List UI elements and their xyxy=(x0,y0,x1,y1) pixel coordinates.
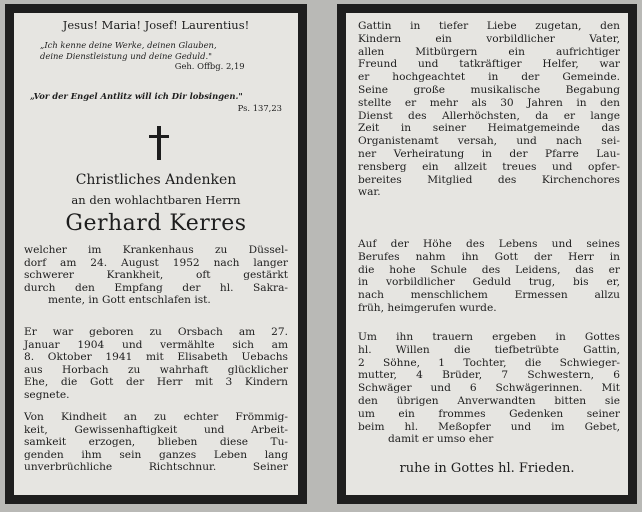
text-line: rensberg ein allzeit treues und opfer- xyxy=(358,160,620,173)
scripture-quote-2: „Vor der Engel Antlitz will ich Dir lobsingen." xyxy=(30,91,243,101)
text-line: in vorbildlicher Geduld trug, bis er, xyxy=(358,276,620,289)
text-line: beim hl. Meßopfer und im Gebet, xyxy=(358,420,620,433)
text-line: Schwäger und 6 Schwägerinnen. Mit xyxy=(358,382,620,395)
text-line: ner Verheiratung in der Pfarre Lau- xyxy=(358,147,620,160)
text-line: Ehe, die Gott der Herr mit 3 Kindern xyxy=(24,376,288,389)
paragraph-mourners xyxy=(358,331,620,446)
text-line: damit er umso eher xyxy=(388,433,494,446)
text-line: stellte er mehr als 30 Jahren in den xyxy=(358,96,620,109)
text-line: Er war geboren zu Orsbach am 27. xyxy=(24,326,288,338)
text-line: Januar 1904 und vermählte sich am xyxy=(24,338,288,351)
text-line: Von Kindheit an zu echter Frömmig- xyxy=(24,411,288,423)
paragraph-illness xyxy=(358,238,620,315)
text-line: Berufes nahm ihn Gott der Herr in xyxy=(358,250,620,263)
text-line: Zeit in seiner Heimatgemeinde das xyxy=(358,122,620,135)
invocation-line: Jesus! Maria! Josef! Laurentius! xyxy=(62,18,250,32)
paragraph-life xyxy=(358,20,620,199)
text-line: dorf am 24. August 1952 nach langer xyxy=(24,256,288,269)
text-line: den übrigen Anverwandten bitten sie xyxy=(358,394,620,407)
text-line: genden ihm sein ganzes Leben lang xyxy=(24,448,288,461)
paragraph-birth xyxy=(24,326,288,402)
text-line: Kindern ein vorbildlicher Vater, xyxy=(358,32,620,45)
card-paper-left xyxy=(14,13,298,495)
text-line: schwerer Krankheit, oft gestärkt xyxy=(24,269,288,282)
text-line: nach menschlichem Ermessen allzu xyxy=(358,289,620,302)
memorial-card-right xyxy=(337,4,637,504)
text-line: die hohe Schule des Leidens, das er xyxy=(358,263,620,276)
paragraph-death xyxy=(24,244,288,307)
text-line: hl. Willen die tiefbetrübte Gattin, xyxy=(358,343,620,356)
text-line: Auf der Höhe des Lebens und seines xyxy=(358,238,620,250)
text-line: mutter, 4 Brüder, 7 Schwestern, 6 xyxy=(358,369,620,382)
quote1-line: „Ich kenne deine Werke, deinen Glauben, xyxy=(40,40,217,50)
text-line: Seine große musikalische Begabung xyxy=(358,83,620,96)
card-subtitle: an den wohlachtbaren Herrn xyxy=(71,193,241,207)
closing-line: ruhe in Gottes hl. Frieden. xyxy=(399,461,575,476)
text-line: er hochgeachtet in der Gemeinde. xyxy=(358,71,620,84)
text-line: keit, Gewissenhaftigkeit und Arbeit- xyxy=(24,423,288,436)
quote1-reference: Geh. Offbg. 2,19 xyxy=(174,61,245,71)
text-line: segnete. xyxy=(24,388,70,401)
quote2-reference: Ps. 137,23 xyxy=(237,103,282,113)
scripture-quote-1 xyxy=(40,40,245,72)
text-line: unverbrüchliche Richtschnur. Seiner xyxy=(24,461,288,474)
text-line: Freund und tatkräftiger Helfer, war xyxy=(358,58,620,71)
memorial-card-left xyxy=(5,4,307,504)
text-line: durch den Empfang der hl. Sakra- xyxy=(24,281,288,294)
text-line: welcher im Krankenhaus zu Düssel- xyxy=(24,244,288,256)
text-line: samkeit erzogen, blieben diese Tu- xyxy=(24,436,288,449)
deceased-name: Gerhard Kerres xyxy=(65,211,247,236)
quote1-line: deine Dienstleistung und deine Geduld." xyxy=(40,50,212,61)
card-title: Christliches Andenken xyxy=(75,172,237,188)
text-line: mente, in Gott entschlafen ist. xyxy=(48,294,211,307)
cross-icon xyxy=(14,126,298,160)
text-line: 2 Söhne, 1 Tochter, die Schwieger- xyxy=(358,356,620,369)
text-line: Um ihn trauern ergeben in Gottes xyxy=(358,331,620,343)
text-line: war. xyxy=(358,186,381,199)
text-line: um ein frommes Gedenken seiner xyxy=(358,407,620,420)
card-paper-right xyxy=(346,13,628,495)
text-line: früh, heimgerufen wurde. xyxy=(358,301,497,314)
paragraph-character xyxy=(24,411,288,474)
text-line: 8. Oktober 1941 mit Elisabeth Uebachs xyxy=(24,351,288,364)
text-line: allen Mitbürgern ein aufrichtiger xyxy=(358,45,620,58)
text-line: bereites Mitglied des Kirchenchores xyxy=(358,173,620,186)
text-line: Gattin in tiefer Liebe zugetan, den xyxy=(358,20,620,32)
text-line: aus Horbach zu wahrhaft glücklicher xyxy=(24,363,288,376)
text-line: Dienst des Allerhöchsten, da er lange xyxy=(358,109,620,122)
text-line: Organistenamt versah, und nach sei- xyxy=(358,135,620,148)
